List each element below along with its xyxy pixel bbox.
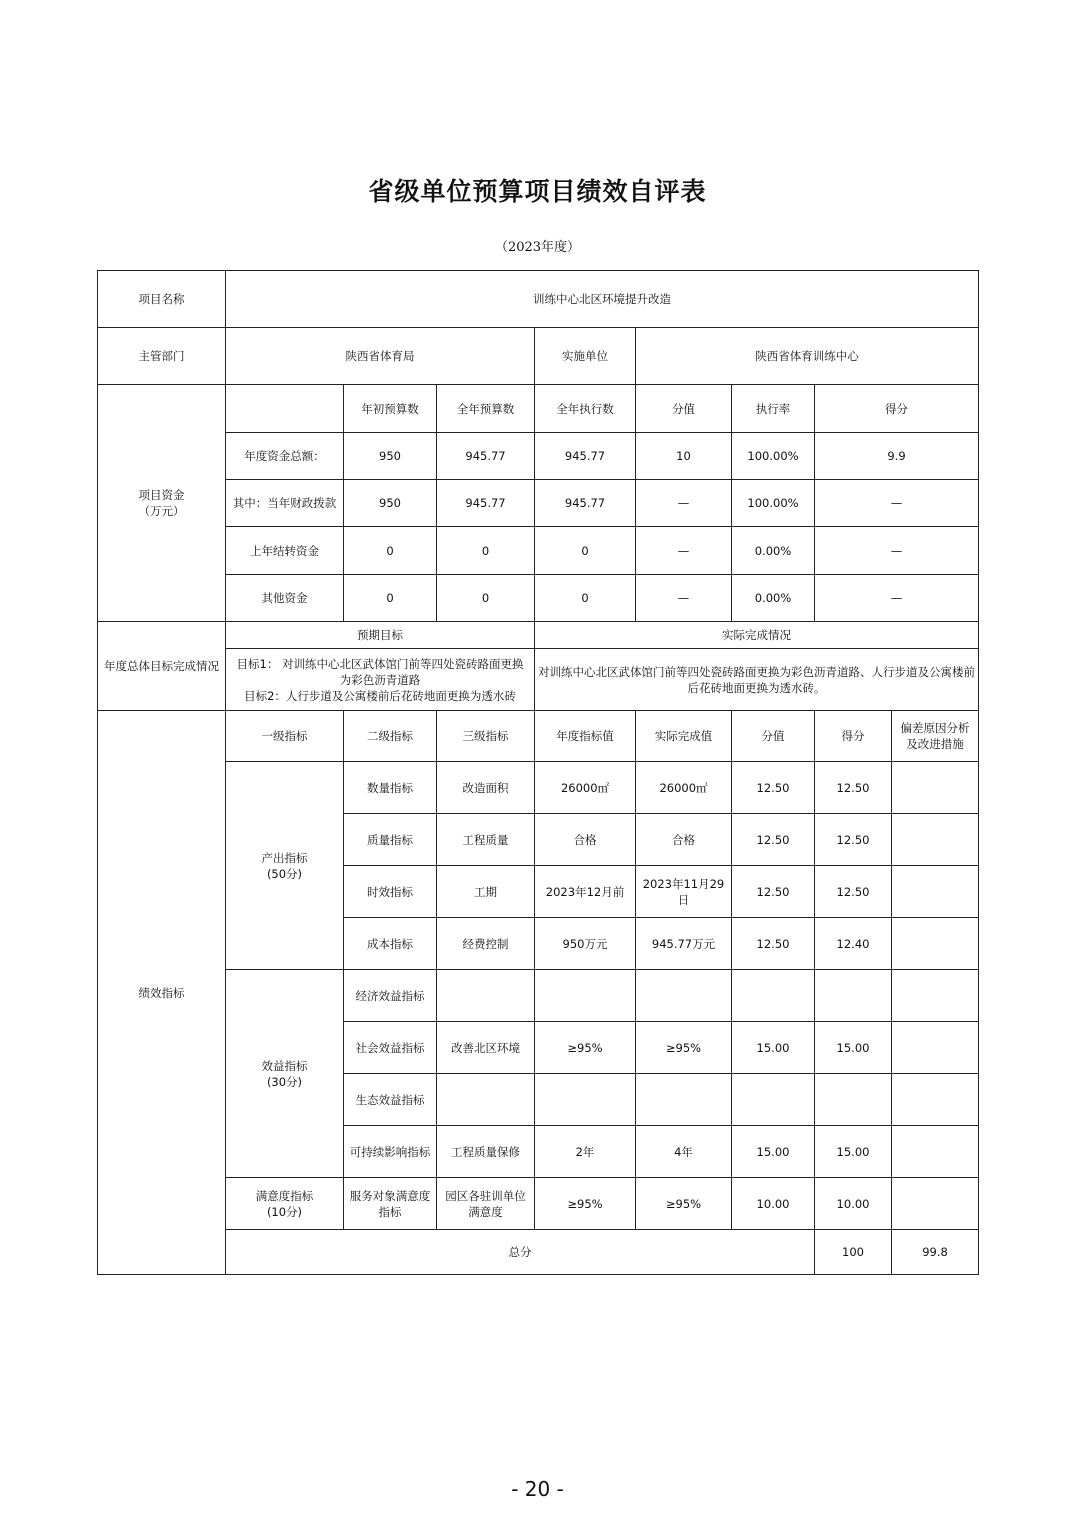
total-score-value: 100 — [815, 1230, 892, 1275]
satisfaction-level2-line1: 服务对象满意度 — [349, 1188, 431, 1203]
funds-cell: 0 — [535, 575, 636, 622]
perf-cell-deviation — [892, 866, 979, 918]
perf-cell: 数量指标 — [344, 762, 437, 814]
document-title: 省级单位预算项目绩效自评表 — [368, 177, 707, 206]
perf-cell-deviation — [892, 1074, 979, 1126]
perf-cell-deviation — [892, 1178, 979, 1230]
perf-cell: 12.50 — [732, 866, 815, 918]
perf-cell — [732, 1074, 815, 1126]
funds-cell: 9.9 — [815, 433, 979, 480]
perf-header-level3: 三级指标 — [437, 711, 535, 762]
perf-cell: 12.50 — [815, 762, 892, 814]
funds-cell: 945.77 — [437, 480, 535, 527]
funds-row-label: 上年结转资金 — [226, 527, 344, 575]
perf-header-actual: 实际完成值 — [636, 711, 732, 762]
perf-cell — [437, 1074, 535, 1126]
row-department — [98, 328, 979, 385]
perf-cell: 时效指标 — [344, 866, 437, 918]
dept-label: 主管部门 — [98, 328, 226, 385]
project-name-label: 项目名称 — [98, 271, 226, 328]
perf-row — [98, 762, 979, 814]
benefit-label-line1: 效益指标 — [261, 1058, 308, 1073]
perf-header-deviation — [892, 711, 979, 762]
perf-cell: 2023年11月29日 — [636, 866, 732, 918]
perf-cell: 可持续影响指标 — [344, 1126, 437, 1178]
goals-expected-text — [226, 649, 535, 711]
perf-cell: ≥95% — [636, 1178, 732, 1230]
satisfaction-level3-line1: 园区各驻训单位 — [445, 1188, 526, 1203]
funds-header-blank — [226, 385, 344, 433]
perf-cell: 工程质量 — [437, 814, 535, 866]
funds-label — [98, 385, 226, 622]
perf-label: 绩效指标 — [98, 711, 226, 1275]
funds-cell: 950 — [344, 433, 437, 480]
perf-cell-deviation — [892, 762, 979, 814]
perf-cell: 4年 — [636, 1126, 732, 1178]
goals-actual-header: 实际完成情况 — [535, 622, 979, 649]
perf-cell: 改造面积 — [437, 762, 535, 814]
satisfaction-label-line2: (10分) — [266, 1204, 303, 1219]
perf-cell: 15.00 — [815, 1022, 892, 1074]
perf-cell: 社会效益指标 — [344, 1022, 437, 1074]
perf-header-deviation-line2: 及改进措施 — [906, 737, 964, 751]
row-goals-content — [98, 649, 979, 711]
perf-cell-deviation — [892, 970, 979, 1022]
perf-cell: 工程质量保修 — [437, 1126, 535, 1178]
funds-cell: 0.00% — [732, 527, 815, 575]
impl-label: 实施单位 — [535, 328, 636, 385]
perf-row — [98, 970, 979, 1022]
perf-cell: 15.00 — [815, 1126, 892, 1178]
row-goals-header — [98, 622, 979, 649]
perf-header-deviation-line1: 偏差原因分析 — [900, 721, 970, 735]
perf-cell: ≥95% — [535, 1022, 636, 1074]
perf-cell: 12.50 — [815, 866, 892, 918]
funds-header-cell: 执行率 — [732, 385, 815, 433]
perf-header-target: 年度指标值 — [535, 711, 636, 762]
goals-expected-line3: 目标2：人行步道及公寓楼前后花砖地面更换为透水砖 — [244, 688, 516, 703]
row-project-name — [98, 271, 979, 328]
perf-cell-deviation — [892, 1022, 979, 1074]
funds-cell: 0 — [535, 527, 636, 575]
perf-header-score-value: 分值 — [732, 711, 815, 762]
perf-cell: 2年 — [535, 1126, 636, 1178]
funds-cell: 100.00% — [732, 480, 815, 527]
satisfaction-level2 — [344, 1178, 437, 1230]
funds-cell: — — [636, 480, 732, 527]
funds-cell: — — [815, 575, 979, 622]
perf-cell: 2023年12月前 — [535, 866, 636, 918]
perf-cell: 成本指标 — [344, 918, 437, 970]
funds-row-label: 年度资金总额： — [226, 433, 344, 480]
funds-cell: 945.77 — [535, 480, 636, 527]
funds-row — [98, 527, 979, 575]
perf-cell — [636, 970, 732, 1022]
funds-header-cell: 分值 — [636, 385, 732, 433]
funds-row-label: 其中：当年财政拨款 — [226, 480, 344, 527]
funds-cell: 950 — [344, 480, 437, 527]
perf-cell: 经费控制 — [437, 918, 535, 970]
funds-cell: 945.77 — [437, 433, 535, 480]
row-funds-header — [98, 385, 979, 433]
perf-cell — [815, 970, 892, 1022]
document-year: （2023年度） — [494, 240, 581, 255]
goals-expected-line2: 为彩色沥青道路 — [339, 672, 421, 687]
perf-cell-deviation — [892, 1126, 979, 1178]
perf-header-level2: 二级指标 — [344, 711, 437, 762]
funds-header-cell: 全年预算数 — [437, 385, 535, 433]
output-label — [226, 762, 344, 970]
perf-cell: ≥95% — [535, 1178, 636, 1230]
perf-cell — [732, 970, 815, 1022]
satisfaction-label — [226, 1178, 344, 1230]
perf-cell: 12.50 — [815, 814, 892, 866]
total-label: 总分 — [226, 1230, 815, 1275]
funds-cell: 100.00% — [732, 433, 815, 480]
perf-cell: 合格 — [535, 814, 636, 866]
funds-header-cell: 全年执行数 — [535, 385, 636, 433]
benefit-label-line2: (30分) — [266, 1074, 303, 1089]
perf-cell: 15.00 — [732, 1022, 815, 1074]
perf-cell: 26000㎡ — [535, 762, 636, 814]
satisfaction-level3-line2: 满意度 — [468, 1204, 503, 1219]
funds-cell: — — [636, 575, 732, 622]
funds-row — [98, 575, 979, 622]
perf-cell: 12.50 — [732, 814, 815, 866]
row-total — [98, 1230, 979, 1275]
goals-expected-line1: 目标1： 对训练中心北区武体馆门前等四处瓷砖路面更换 — [236, 656, 524, 671]
row-perf-header — [98, 711, 979, 762]
funds-cell: — — [815, 527, 979, 575]
perf-cell: 工期 — [437, 866, 535, 918]
funds-row-label: 其他资金 — [226, 575, 344, 622]
dept-value: 陕西省体育局 — [226, 328, 535, 385]
output-label-line1: 产出指标 — [261, 850, 308, 865]
perf-cell: 质量指标 — [344, 814, 437, 866]
goals-actual-text: 对训练中心北区武体馆门前等四处瓷砖路面更换为彩色沥青道路、人行步道及公寓楼前后花砖地面更换为透水砖。 — [535, 649, 979, 711]
perf-cell: 经济效益指标 — [344, 970, 437, 1022]
funds-cell: 0 — [344, 527, 437, 575]
perf-cell — [535, 1074, 636, 1126]
perf-cell: 12.40 — [815, 918, 892, 970]
perf-cell: 945.77万元 — [636, 918, 732, 970]
impl-value: 陕西省体育训练中心 — [636, 328, 979, 385]
satisfaction-level2-line2: 指标 — [378, 1204, 402, 1219]
perf-cell: 10.00 — [815, 1178, 892, 1230]
perf-header-score: 得分 — [815, 711, 892, 762]
perf-row-satisfaction — [98, 1178, 979, 1230]
funds-cell: 0 — [437, 575, 535, 622]
satisfaction-label-line1: 满意度指标 — [255, 1188, 314, 1203]
goals-expected-header: 预期目标 — [226, 622, 535, 649]
perf-cell-deviation — [892, 814, 979, 866]
funds-header-cell: 年初预算数 — [344, 385, 437, 433]
funds-cell: 945.77 — [535, 433, 636, 480]
evaluation-table — [97, 270, 979, 1275]
perf-cell: 10.00 — [732, 1178, 815, 1230]
funds-cell: — — [636, 527, 732, 575]
output-label-line2: (50分) — [266, 866, 303, 881]
perf-cell — [437, 970, 535, 1022]
benefit-label — [226, 970, 344, 1178]
perf-cell: 15.00 — [732, 1126, 815, 1178]
funds-label-line2: （万元） — [138, 504, 185, 518]
satisfaction-level3 — [437, 1178, 535, 1230]
perf-cell — [636, 1074, 732, 1126]
funds-cell: 0.00% — [732, 575, 815, 622]
perf-cell: 12.50 — [732, 918, 815, 970]
perf-cell: 合格 — [636, 814, 732, 866]
perf-cell — [815, 1074, 892, 1126]
perf-cell: ≥95% — [636, 1022, 732, 1074]
perf-cell: 改善北区环境 — [437, 1022, 535, 1074]
funds-label-line1: 项目资金 — [138, 488, 185, 502]
perf-cell-deviation — [892, 918, 979, 970]
perf-cell: 生态效益指标 — [344, 1074, 437, 1126]
perf-cell — [535, 970, 636, 1022]
funds-cell: 0 — [437, 527, 535, 575]
funds-header-cell: 得分 — [815, 385, 979, 433]
perf-cell: 26000㎡ — [636, 762, 732, 814]
perf-header-level1: 一级指标 — [226, 711, 344, 762]
perf-cell: 950万元 — [535, 918, 636, 970]
funds-cell: — — [815, 480, 979, 527]
funds-cell: 0 — [344, 575, 437, 622]
funds-row — [98, 433, 979, 480]
total-score: 99.8 — [892, 1230, 979, 1275]
goals-label: 年度总体目标完成情况 — [98, 622, 226, 711]
page-number: - 20 - — [511, 1477, 564, 1501]
funds-row — [98, 480, 979, 527]
funds-cell: 10 — [636, 433, 732, 480]
project-name-value: 训练中心北区环境提升改造 — [226, 271, 979, 328]
perf-cell: 12.50 — [732, 762, 815, 814]
